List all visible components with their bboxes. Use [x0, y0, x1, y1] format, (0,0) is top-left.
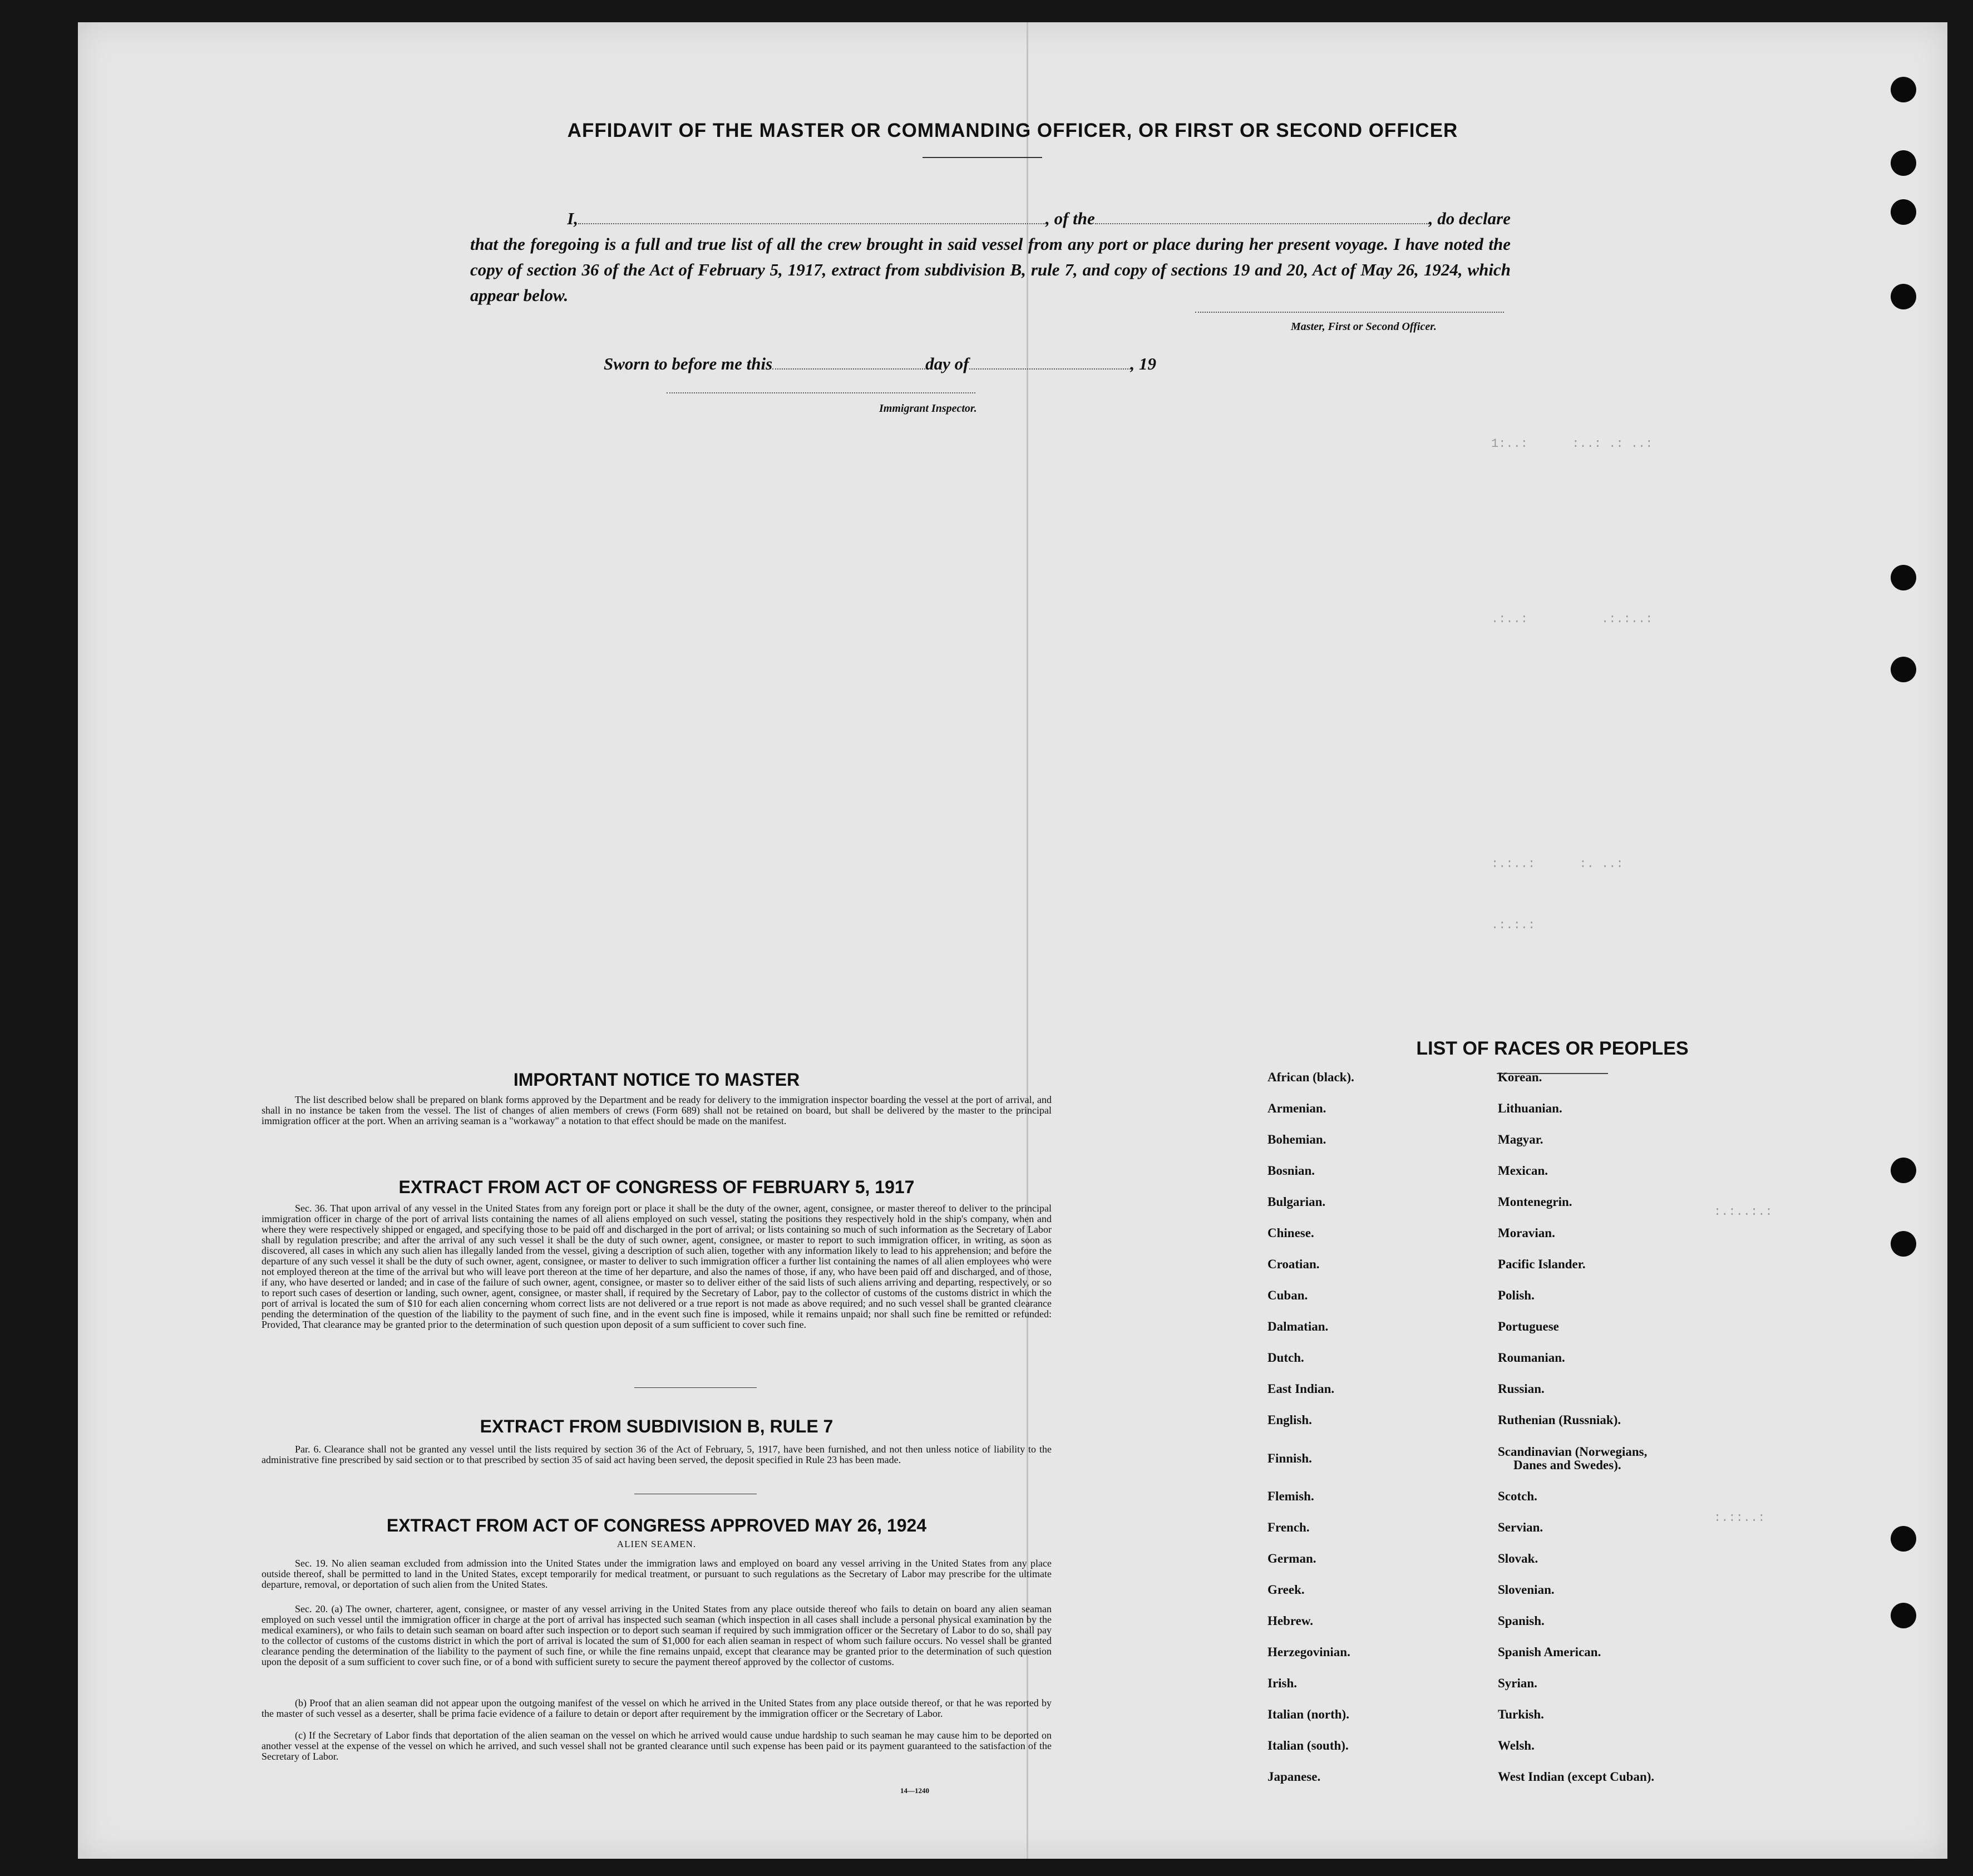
race-left-item: Cuban. — [1267, 1288, 1308, 1302]
bleed-marks: :.:..:.: — [1714, 1205, 1773, 1219]
name-blank[interactable] — [578, 210, 1045, 224]
race-right-item: Scotch. — [1498, 1489, 1537, 1503]
rule7-title: EXTRACT FROM SUBDIVISION B, RULE 7 — [480, 1416, 833, 1436]
punch-hole — [1891, 199, 1916, 225]
race-right-item: Spanish American. — [1498, 1645, 1601, 1659]
race-right-item: Korean. — [1498, 1070, 1542, 1084]
race-right-item: Spanish. — [1498, 1614, 1545, 1628]
race-right-item: Portuguese — [1498, 1319, 1559, 1333]
extract-1917-text: Sec. 36. That upon arrival of any vessel in the United States from any foreign port or place it shall be the duty of the owner, agent, consignee, or master thereof to deliver to the principal immigration officer in charge of the port of arrival lists containing the names of all aliens employed on such vessel, stating the positions they respectively hold in the ship's company, when and where they were respectively shipped or engaged, and specifying those to be paid off and discharged in the port of arrival; or lists containing so much of such information as the Secretary of Labor shall by regulation prescribe; and after the arrival of any such vessel it shall be the duty of such owner, agent, consignee, or master to report to such immigration officer, in writing, as soon as discovered, all cases in which any such alien has illegally landed from the vessel, giving a description of such alien, together with any information likely to lead to his apprehension; and before the departure of any such vessel it shall be the duty of such owner, agent, consignee, or master to deliver to such immigration officer a further list containing the names of all alien employees who were not employed thereon at the time of the arrival but who will leave port thereon at the time of her departure, and also the names of those, if any, who have been paid off and discharged, and of those, if any, who have deserted or landed; and in case of the failure of such owner, agent, consignee, or master so to deliver either of the said lists of such aliens arriving and departing, respectively, or so to report such cases of desertion or landing, such owner, agent, consignee, or master shall, if required by the Secretary of Labor, pay to the collector of customs of the customs district in which the port of arrival is located the sum of $10 for each alien concerning whom correct lists are not delivered or a true report is not made as above required; and no such vessel shall be granted clearance pending the determination of the question of the liability to the payment of such fine, and in the event such fine is imposed, while it remains unpaid; nor shall such fine be remitted or refunded: Provided, That clearance may be granted prior to the determination of such question upon deposit of a sum sufficient to cover such fine. — [262, 1203, 1052, 1330]
race-right-item: Danes and Swedes). — [1513, 1458, 1621, 1472]
race-right-item: Scandinavian (Norwegians, — [1498, 1445, 1648, 1459]
race-right-item: Mexican. — [1498, 1164, 1548, 1178]
notice-title: IMPORTANT NOTICE TO MASTER — [513, 1070, 800, 1090]
notice-text: The list described below shall be prepared on blank forms approved by the Department and be ready for delivery to the immigration inspector boarding the vessel at the port of arrival, and shall in no instance be taken from the vessel. The list of changes of alien members of crews (Form 689) shall not be retained on board, but shall be delivered by the master to the principal immigration officer at the port. When an arriving seaman is a "workaway" a notation to that effect should be made on the manifest. — [262, 1094, 1052, 1126]
race-right-item: Magyar. — [1498, 1133, 1543, 1146]
rule7-text: Par. 6. Clearance shall not be granted any vessel until the lists required by section 36 of the Act of February, 5, 1917, have been furnished, and not then unless notice of liability to the administrative fine prescribed by said section or to that prescribed by section 35 of said act having been served, the deposit specified in Rule 23 has been made. — [262, 1444, 1052, 1465]
punch-hole — [1891, 1526, 1916, 1552]
day-of-label: day of — [925, 354, 969, 373]
race-left-item: Croatian. — [1267, 1257, 1320, 1271]
bleed-marks: :.:..: :. ..: — [1491, 857, 1624, 871]
race-right-item: Pacific Islander. — [1498, 1257, 1586, 1271]
race-left-item: Dutch. — [1267, 1351, 1304, 1365]
bleed-marks: :.::..: — [1714, 1511, 1765, 1525]
inspector-caption: Immigrant Inspector. — [879, 402, 977, 415]
sec20b-text: (b) Proof that an alien seaman did not appear upon the outgoing manifest of the vessel on which he arrived in the United States from any place outside thereof, or that he was reported by the master of such vessel as a deserter, shall be prima facie evidence of a failure to detain or deport after requirement by the immigration officer or the Secretary of Labor. — [262, 1697, 1052, 1719]
master-signature-line[interactable] — [1195, 312, 1504, 313]
sec19-text: Sec. 19. No alien seaman excluded from admission into the United States under the immigration laws and employed on board any vessel arriving in the United States from any place outside thereof, shall be permitted to land in the United States, except temporarily for medical treatment, or pursuant to such regulations as the Secretary of Labor may prescribe for the ultimate departure, removal, or deportation of such alien from the United States. — [262, 1558, 1052, 1590]
race-left-item: English. — [1267, 1413, 1312, 1427]
race-left-item: Chinese. — [1267, 1226, 1314, 1240]
inspector-signature-line[interactable] — [667, 392, 975, 393]
affidavit-title: AFFIDAVIT OF THE MASTER OR COMMANDING OFFICER, OR FIRST OR SECOND OFFICER — [567, 120, 1458, 141]
master-signature-caption: Master, First or Second Officer. — [1291, 321, 1437, 333]
race-right-item: Servian. — [1498, 1520, 1543, 1534]
extract-1917-title: EXTRACT FROM ACT OF CONGRESS OF FEBRUARY 5, 1917 — [398, 1177, 915, 1197]
affidavit-declaration — [470, 206, 1511, 308]
punch-hole — [1891, 1231, 1916, 1257]
race-right-item: Lithuanian. — [1498, 1101, 1562, 1115]
races-title: LIST OF RACES OR PEOPLES — [1416, 1038, 1689, 1059]
title-rule — [923, 157, 1042, 158]
bleed-marks: .:.:.: — [1491, 918, 1536, 932]
race-right-item: Syrian. — [1498, 1676, 1537, 1690]
bleed-marks: .:..: .:.:..: — [1491, 612, 1653, 626]
race-left-item: Hebrew. — [1267, 1614, 1313, 1628]
race-left-item: French. — [1267, 1520, 1310, 1534]
race-right-item: Montenegrin. — [1498, 1195, 1572, 1209]
race-left-item: Bulgarian. — [1267, 1195, 1326, 1209]
race-left-item: African (black). — [1267, 1070, 1354, 1084]
extract-1924-title: EXTRACT FROM ACT OF CONGRESS APPROVED MAY 26, 1924 — [386, 1515, 927, 1535]
punch-hole — [1891, 284, 1916, 309]
race-left-item: Italian (north). — [1267, 1707, 1349, 1721]
bleed-marks: 1:..: :..: .: ..: — [1491, 437, 1653, 451]
race-right-item: Turkish. — [1498, 1707, 1544, 1721]
form-number: 14—1240 — [900, 1786, 929, 1795]
punch-hole — [1891, 150, 1916, 176]
punch-hole — [1891, 1603, 1916, 1628]
race-left-item: Bohemian. — [1267, 1133, 1326, 1146]
extract-1924-subtitle: ALIEN SEAMEN. — [616, 1539, 697, 1549]
section-rule — [634, 1387, 757, 1388]
punch-hole — [1891, 565, 1916, 590]
year-prefix: , 19 — [1130, 354, 1156, 373]
sworn-day-blank[interactable] — [772, 355, 925, 370]
race-left-item: Finnish. — [1267, 1451, 1312, 1465]
sec20a-text: Sec. 20. (a) The owner, charterer, agent, consignee, or master of any vessel arriving in the United States from any place outside thereof who fails to detain on board any alien seaman employed on such vessel until the immigration officer in charge at the port of arrival has inspected such seaman (which inspection in all cases shall include a personal physical examination by the medical examiners), or who fails to detain such seaman on board after such inspection or to deport such seaman if required by such immigration officer or the Secretary of Labor to do so, shall pay to the collector of customs of the customs district in which the port of arrival is located the sum of $1,000 for each alien seaman in respect of whom such failure occurs. No vessel shall be granted clearance pending the determination of the liability to the payment of such fine, or while the fine remains unpaid, except that clearance may be granted prior to the determination of such question upon the deposit of a sum sufficient to cover such fine, or of a bond with sufficient surety to secure the payment thereof approved by the collector of customs. — [262, 1603, 1052, 1667]
race-left-item: Dalmatian. — [1267, 1319, 1329, 1333]
race-right-item: Welsh. — [1498, 1739, 1535, 1752]
race-left-item: Greek. — [1267, 1583, 1305, 1597]
race-left-item: Flemish. — [1267, 1489, 1314, 1503]
punch-hole — [1891, 657, 1916, 682]
sec20c-text: (c) If the Secretary of Labor finds that deportation of the alien seaman on the vessel on which he arrived would cause undue hardship to such seaman he may cause him to be deported on another vessel at the expense of the vessel on which he arrived, and such vessel shall not be granted clearance until such expense has been paid or its payment guaranteed to the satisfaction of the Secretary of Labor. — [262, 1730, 1052, 1762]
sworn-prefix: Sworn to before me this — [604, 354, 773, 373]
race-right-item: Roumanian. — [1498, 1351, 1565, 1365]
race-left-item: Herzegovinian. — [1267, 1645, 1350, 1659]
race-right-item: Ruthenian (Russniak). — [1498, 1413, 1621, 1427]
race-left-item: German. — [1267, 1552, 1316, 1565]
race-left-item: Japanese. — [1267, 1770, 1321, 1784]
manifest-page — [78, 22, 1947, 1859]
race-left-item: East Indian. — [1267, 1382, 1335, 1396]
race-right-item: Polish. — [1498, 1288, 1535, 1302]
of-the-label: , of the — [1045, 209, 1095, 228]
punch-hole — [1891, 77, 1916, 102]
race-right-item: Moravian. — [1498, 1226, 1555, 1240]
race-right-item: Slovenian. — [1498, 1583, 1555, 1597]
vessel-blank[interactable] — [1095, 210, 1429, 224]
race-left-item: Italian (south). — [1267, 1739, 1349, 1752]
race-left-item: Armenian. — [1267, 1101, 1326, 1115]
punch-hole — [1891, 1158, 1916, 1183]
sworn-line — [604, 354, 1156, 374]
do-declare-label: , do declare — [1428, 209, 1511, 228]
declaration-text: that the foregoing is a full and true list of all the crew brought in said vessel from any port or place during her present voyage. I have noted the copy of section 36 of the Act of February 5, 1917, extract from subdivision B, rule 7, and copy of sections 19 and 20, Act of May 26, 1924, which appear below. — [470, 234, 1511, 305]
race-left-item: Irish. — [1267, 1676, 1298, 1690]
sworn-month-blank[interactable] — [969, 355, 1131, 370]
race-right-item: West Indian (except Cuban). — [1498, 1770, 1655, 1784]
i-label: I, — [567, 209, 579, 228]
race-right-item: Slovak. — [1498, 1552, 1538, 1565]
race-right-item: Russian. — [1498, 1382, 1545, 1396]
race-left-item: Bosnian. — [1267, 1164, 1315, 1178]
